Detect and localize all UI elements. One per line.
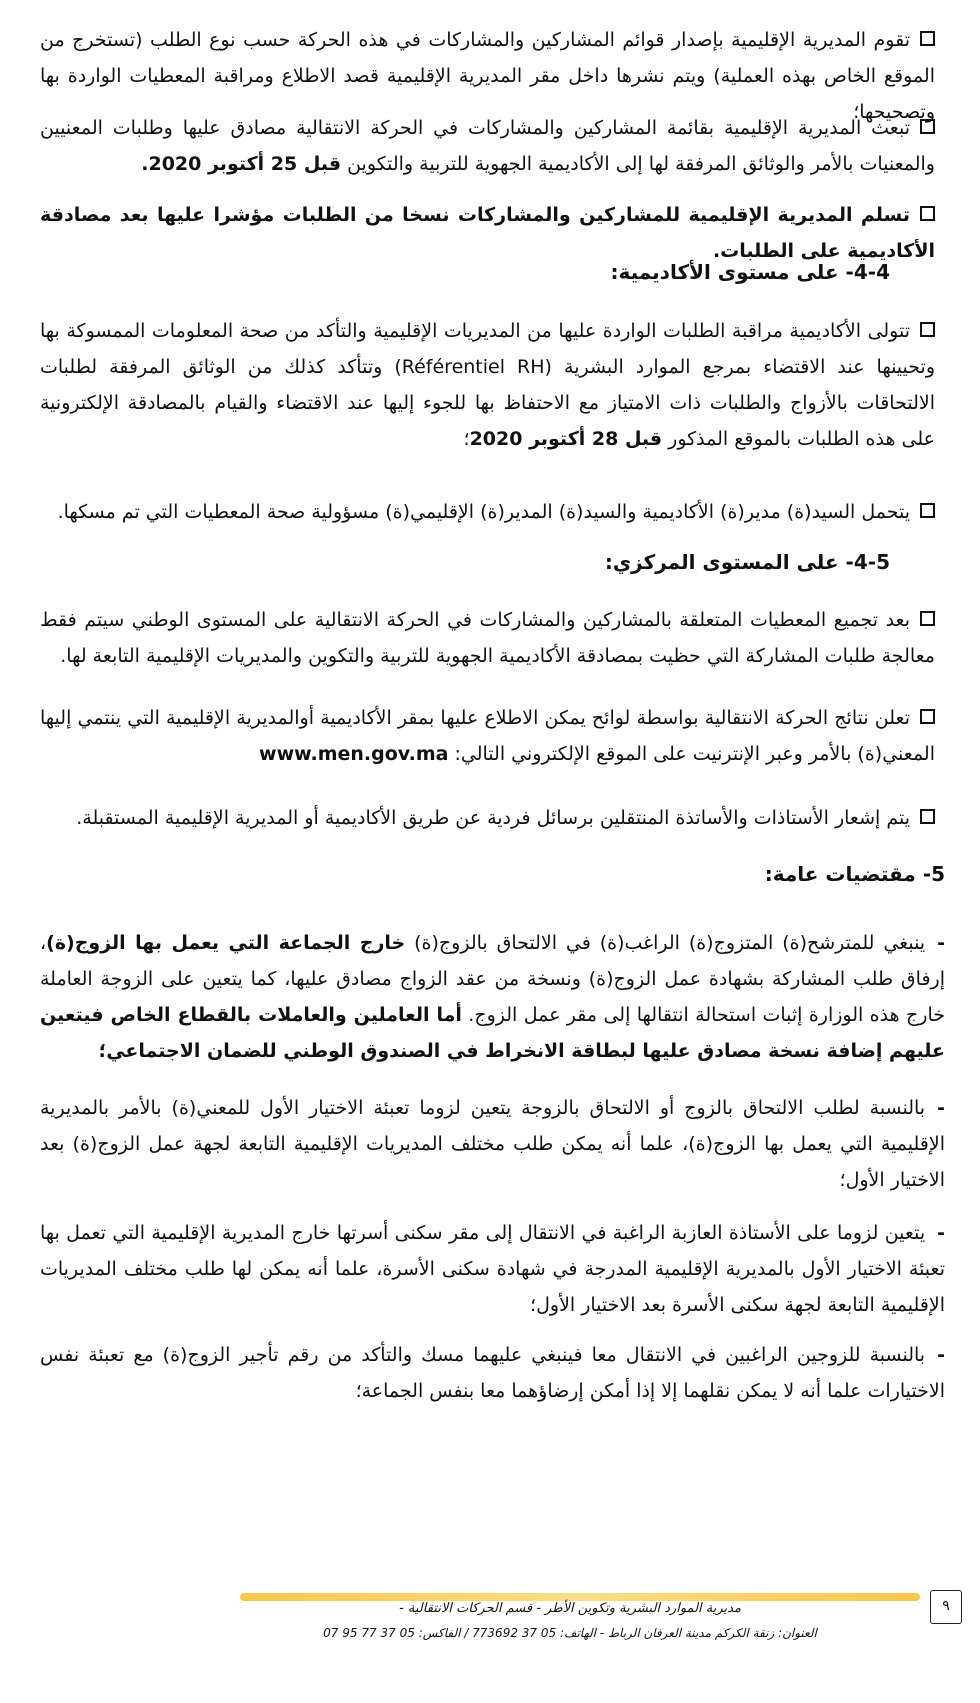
heading-5: 5- مقتضيات عامة: [764,862,945,886]
footer-divider [240,1593,920,1601]
dash-bullet-icon: - [937,1097,945,1119]
paragraph-3: تسلم المديرية الإقليمية للمشاركين والمشاركات نسخا من الطلبات مؤشرا عليها بعد مصادقة الأكاديمية على الطلبات. [40,204,935,262]
dash-bullet-icon: - [937,1222,945,1244]
checkbox-icon [920,503,935,518]
checkbox-icon [920,31,935,46]
paragraph-7: تعلن نتائج الحركة الانتقالية بواسطة لوائح يمكن الاطلاع عليها بمقر الأكاديمية أوالمديرية الإقليمية التي ينتمي إليها المعني(ة) بالأمر وعبر الإنترنيت على الموقع الإلكتروني التالي: www.men.gov.ma [40,707,935,765]
heading-4-5: 4-5- على المستوى المركزي: [604,550,890,574]
checkbox-icon [920,611,935,626]
paragraph-4: تتولى الأكاديمية مراقبة الطلبات الواردة عليها من المديريات الإقليمية والتأكد من صحة المعلومات الممسوكة بها وتحيينها عند الاقتضاء بمرجع الموارد البشرية (Référentiel RH) وتتأكد كذلك من الوثائق المرفقة لطلبات الالتحاقات بالأزواج والطلبات ذات الامتياز مع الاحتفاظ بها للجوء إليها عند الاقتضاء والقيام بالمصادقة الإلكترونية على هذه الطلبات بالموقع المذكور قبل 28 أكتوبر 2020؛ [40,320,936,450]
checkbox-icon [920,709,935,724]
dash-bullet-icon: - [937,1344,945,1366]
paragraph-2: تبعث المديرية الإقليمية بقائمة المشاركين والمشاركات في الحركة الانتقالية مصادق عليها وطلبات المعنيين والمعنيات بالأمر والوثائق المرفقة لها إلى الأكاديمية الجهوية للتربية والتكوين قبل 25 أكتوبر 2020. [40,117,935,175]
paragraph-6: بعد تجميع المعطيات المتعلقة بالمشاركين والمشاركات في الحركة الانتقالية على المستوى الوطني سيتم فقط معالجة طلبات المشاركة التي حظيت بمصادقة الأكاديمية الجهوية للتربية والتكوين والمديريات الإقليمية التابعة لها. [40,609,935,667]
website-link[interactable]: www.men.gov.ma [259,743,449,765]
checkbox-icon [920,322,935,337]
footer-contact: العنوان: زنقة الكركم مدينة العرفان الرباط - الهاتف: 05 37 773692 / الفاكس: 05 37 77 95 07 [323,1626,817,1640]
paragraph-8: يتم إشعار الأستاذات والأساتذة المنتقلين برسائل فردية عن طريق الأكاديمية أو المديرية الإقليمية المستقبلة. [40,800,935,836]
bullet-4: -بالنسبة للزوجين الراغبين في الانتقال معا فينبغي عليهما مسك والتأكد من رقم تأجير الزوج(ة) مع تعبئة نفس الاختيارات علما أنه لا يمكن نقلهما إلا إذا أمكن إرضاؤهما معا بنفس الجماعة؛ [40,1337,945,1409]
heading-4-4: 4-4- على مستوى الأكاديمية: [610,260,890,284]
bullet-1: -ينبغي للمترشح(ة) المتزوج(ة) الراغب(ة) في الالتحاق بالزوج(ة) خارج الجماعة التي يعمل بها الزوج(ة)، إرفاق طلب المشاركة بشهادة عمل الزوج(ة) ونسخة من عقد الزواج مصادق عليها، كما يتعين على الزوجة العاملة خارج هذه الوزارة إثبات استحالة انتقالها إلى مقر عمل الزوج. أما العاملين والعاملات بالقطاع الخاص فيتعين عليهم إضافة نسخة مصادق عليها لبطاقة الانخراط في الصندوق الوطني للضمان الاجتماعي؛ [40,925,945,1069]
checkbox-icon [920,809,935,824]
checkbox-icon [920,119,935,134]
bullet-3: -يتعين لزوما على الأستاذة العازبة الراغبة في الانتقال إلى مقر سكنى أسرتها خارج المديرية الإقليمية التي تعمل بها تعبئة الاختيار الأول بالمديرية الإقليمية المدرجة في شهادة سكنى الأسرة، علما أنه يمكن لها طلب مختلف المديريات الإقليمية التابعة لجهة سكنى الأسرة بعد الاختيار الأول؛ [40,1215,945,1323]
paragraph-1: تقوم المديرية الإقليمية بإصدار قوائم المشاركين والمشاركات في هذه الحركة حسب نوع الطلب (تستخرج من الموقع الخاص بهذه العملية) ويتم نشرها داخل مقر المديرية الإقليمية قصد الاطلاع ومراقبة المعطيات الواردة بها وتصحيحها؛ [40,29,935,123]
dash-bullet-icon: - [937,932,945,954]
checkbox-icon [920,206,935,221]
paragraph-5: يتحمل السيد(ة) مدير(ة) الأكاديمية والسيد(ة) المدير(ة) الإقليمي(ة) مسؤولية صحة المعطيات التي تم مسكها. [40,494,935,530]
page-number: ٩ [930,1590,962,1624]
bullet-2: -بالنسبة لطلب الالتحاق بالزوج أو الالتحاق بالزوجة يتعين لزوما تعبئة الاختيار الأول للمعني(ة) بالأمر بالمديرية الإقليمية التي يعمل بها الزوج(ة)، علما أنه يمكن طلب مختلف المديريات الإقليمية التابعة لجهة عمل الزوج(ة) بعد الاختيار الأول؛ [40,1090,945,1198]
footer-department: مديرية الموارد البشرية وتكوين الأطر - قسم الحركات الانتقالية - [399,1601,741,1616]
